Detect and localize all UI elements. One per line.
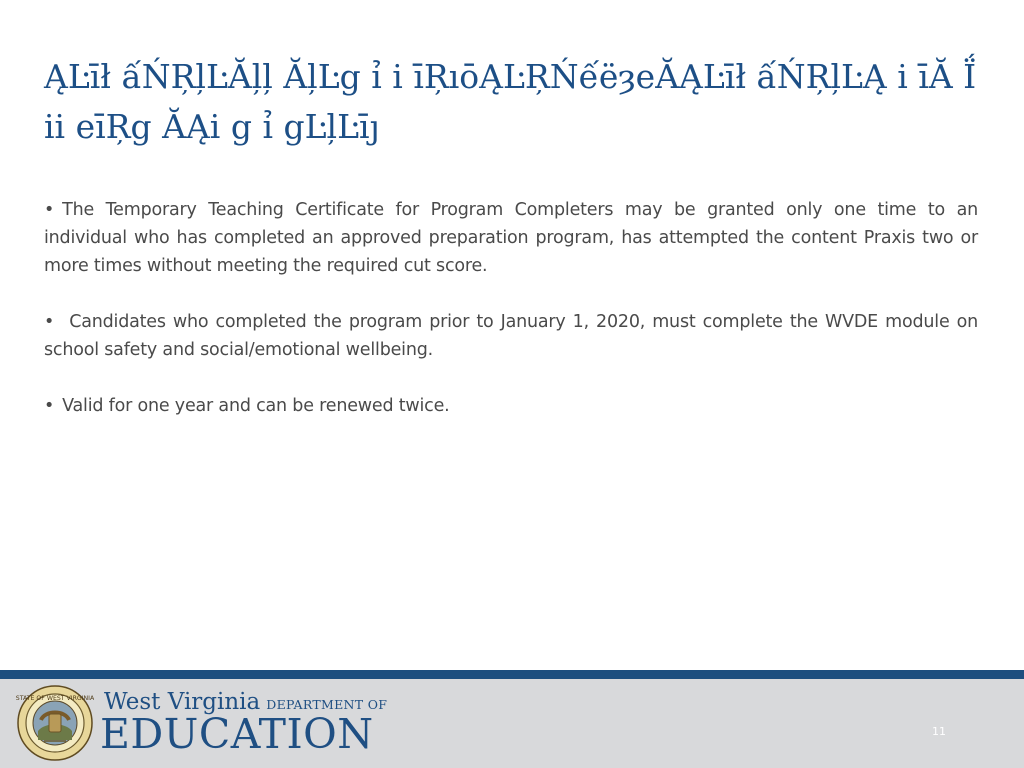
- slide-title: ĄĿīł ấŃŖļĿĂļļ ĂļĿg ỉ i īŖıōĄĿŖŃếëȝeĂĄĿīł ấŃŖļĿĄ i īĂ Ḯ ii eīŖg ĂĄi g ỉ gĿļĿīȷ: [44, 57, 977, 146]
- footer-department: DEPARTMENT OF: [266, 697, 388, 712]
- bullet-item: [44, 196, 978, 280]
- seal-text: STATE OF WEST VIRGINIA: [16, 695, 94, 702]
- bullet-mark: •: [44, 200, 55, 220]
- footer-org-name: West Virginia: [104, 689, 261, 715]
- bullet-item: [44, 392, 978, 420]
- footer-divider: [0, 670, 1024, 679]
- page-number: 11: [932, 725, 946, 738]
- bullet-mark: •: [44, 396, 55, 416]
- footer-division: EDUCATION: [100, 710, 374, 758]
- bullet-text: Valid for one year and can be renewed twice.: [62, 396, 450, 416]
- bullet-text: Candidates who completed the program prior to January 1, 2020, must complete the WVDE module on school safety and social/emotional wellbeing.: [44, 312, 978, 360]
- bullet-mark: •: [44, 312, 55, 332]
- bullet-list: [44, 196, 978, 448]
- bullet-text: The Temporary Teaching Certificate for Program Completers may be granted only one time to an individual who has completed an approved preparation program, has attempted the content Praxis two or more times without meeting the required cut score.: [44, 200, 978, 276]
- state-seal-icon: [16, 684, 94, 762]
- bullet-item: [44, 308, 978, 364]
